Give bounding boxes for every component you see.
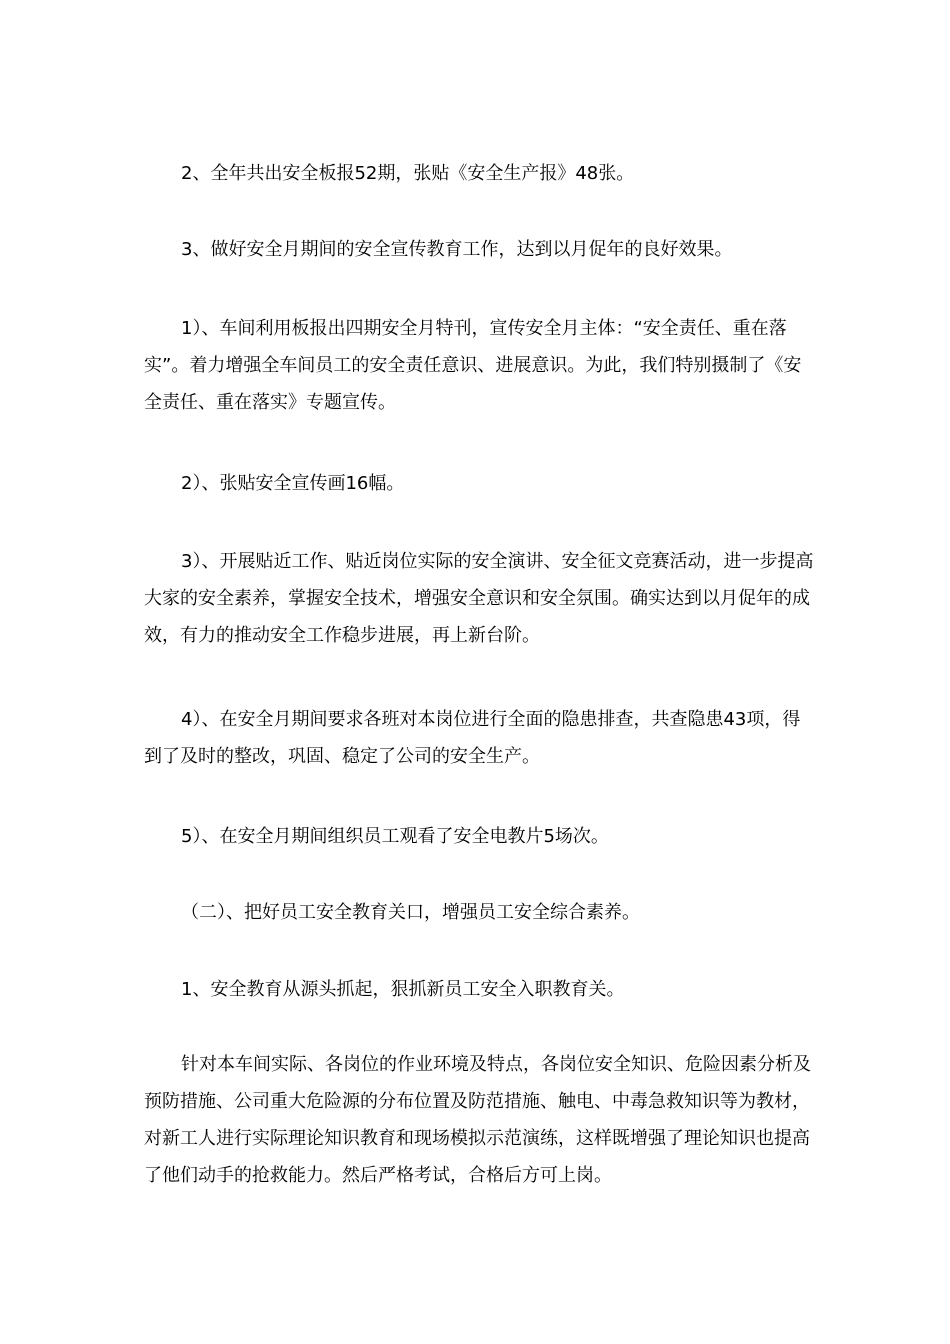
paragraph: 2）、张贴安全宣传画16幅。 [181, 473, 405, 494]
paragraph: 2、全年共出安全板报52期，张贴《安全生产报》48张。 [181, 163, 635, 184]
section-heading: （二）、把好员工安全教育关口，增强员工安全综合素养。 [181, 902, 640, 923]
paragraph: 1、安全教育从源头抓起，狠抓新员工安全入职教育关。 [181, 979, 625, 1000]
paragraph: 3、做好安全月期间的安全宣传教育工作，达到以月促年的良好效果。 [181, 239, 733, 260]
paragraph: 1）、车间利用板报出四期安全月特刊，宣传安全月主体：“安全责任、重在落实”。着力增强全车间员工的安全责任意识、进展意识。为此，我们特别摄制了《安全责任、重在落实》专题宣传。 [144, 318, 802, 413]
paragraph: 5）、在安全月期间组织员工观看了安全电教片5场次。 [181, 826, 609, 847]
paragraph: 3）、开展贴近工作、贴近岗位实际的安全演讲、安全征文竞赛活动，进一步提高大家的安全素养，掌握安全技术，增强安全意识和安全氛围。确实达到以月促年的成效，有力的推动安全工作稳步进展，再上新台阶。 [144, 551, 814, 646]
paragraph: 4）、在安全月期间要求各班对本岗位进行全面的隐患排查，共查隐患43项，得到了及时的整改，巩固、稳定了公司的安全生产。 [144, 709, 801, 767]
paragraph: 针对本车间实际、各岗位的作业环境及特点，各岗位安全知识、危险因素分析及预防措施、公司重大危险源的分布位置及防范措施、触电、中毒急救知识等为教材，对新工人进行实际理论知识教育和现场模拟示范演练，这样既增强了理论知识也提高了他们动手的抢救能力。然后严格考试，合格后方可上岗。 [144, 1054, 811, 1186]
